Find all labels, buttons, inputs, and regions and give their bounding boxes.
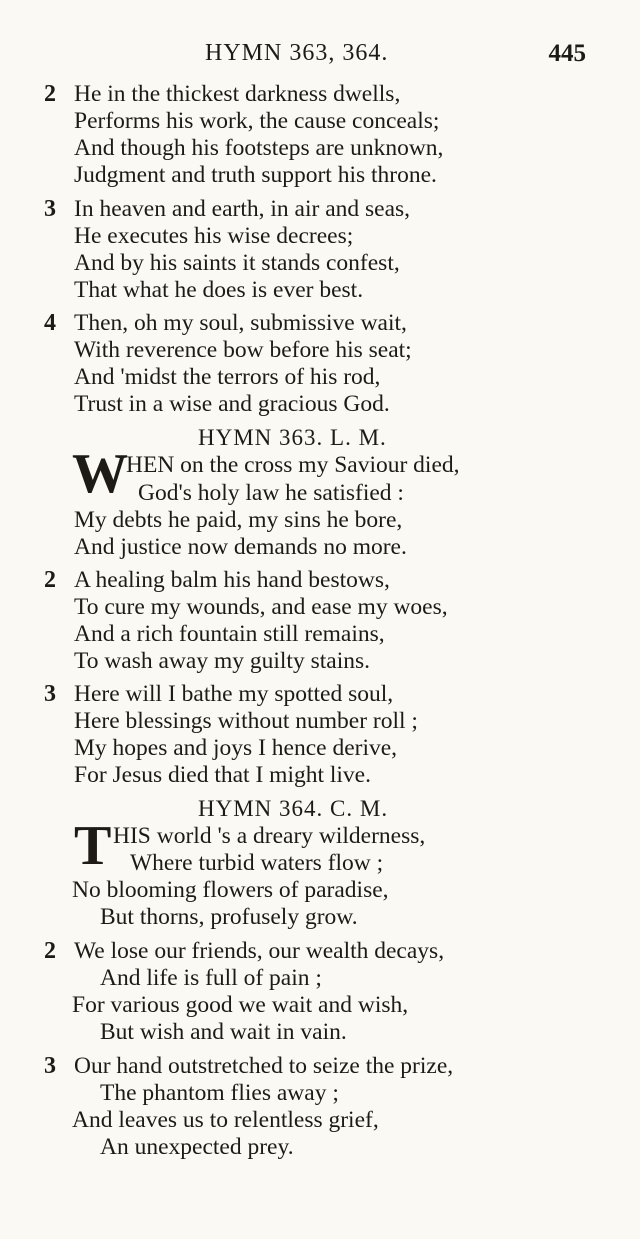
verse-line: Here blessings without number roll ; (74, 708, 418, 734)
verse-line: He in the thickest darkness dwells, (74, 81, 401, 107)
verse-line: He executes his wise decrees; (74, 223, 354, 249)
stanza-number: 2 (44, 938, 56, 964)
stanza-number: 3 (44, 1053, 56, 1079)
verse-line: Our hand outstretched to seize the prize, (74, 1053, 454, 1079)
stanza-number: 3 (44, 681, 56, 707)
verse-line: We lose our friends, our wealth decays, (74, 938, 445, 964)
verse-line: Trust in a wise and gracious God. (74, 391, 390, 417)
verse-line: Performs his work, the cause conceals; (74, 108, 440, 134)
verse-line: My debts he paid, my sins he bore, (74, 507, 403, 533)
verse-line: And leaves us to relentless grief, (72, 1107, 379, 1133)
verse-line: To cure my wounds, and ease my woes, (74, 594, 448, 620)
verse-line: That what he does is ever best. (74, 277, 364, 303)
verse-line: HEN on the cross my Saviour died, (126, 452, 460, 478)
verse-line: And a rich fountain still remains, (74, 621, 385, 647)
verse-line: Where turbid waters flow ; (130, 850, 384, 876)
verse-line: For Jesus died that I might live. (74, 762, 371, 788)
verse-line: And though his footsteps are unknown, (74, 135, 444, 161)
verse-line: For various good we wait and wish, (72, 992, 409, 1018)
stanza-number: 2 (44, 81, 56, 107)
verse-line: To wash away my guilty stains. (74, 648, 370, 674)
verse-line: And 'midst the terrors of his rod, (74, 364, 381, 390)
stanza-number: 3 (44, 196, 56, 222)
verse-line: HIS world 's a dreary wilderness, (113, 823, 426, 849)
verse-line: Then, oh my soul, submissive wait, (74, 310, 407, 336)
verse-line: God's holy law he satisfied : (138, 480, 404, 506)
page-number: 445 (548, 40, 586, 67)
stanza-number: 4 (44, 310, 56, 336)
verse-line: In heaven and earth, in air and seas, (74, 196, 411, 222)
verse-line: Here will I bathe my spotted soul, (74, 681, 394, 707)
running-title: HYMN 363, 364. (205, 40, 389, 66)
verse-line: But wish and wait in vain. (100, 1019, 347, 1045)
drop-cap: W (72, 443, 128, 505)
drop-cap: T (74, 815, 112, 877)
verse-line: And justice now demands no more. (74, 534, 407, 560)
verse-line: An unexpected prey. (100, 1134, 294, 1160)
stanza-number: 2 (44, 567, 56, 593)
verse-line: And by his saints it stands confest, (74, 250, 400, 276)
verse-line: A healing balm his hand bestows, (74, 567, 390, 593)
hymn-title: HYMN 364. C. M. (198, 796, 389, 821)
verse-line: The phantom flies away ; (100, 1080, 339, 1106)
verse-line: No blooming flowers of paradise, (72, 877, 389, 903)
page-header (0, 38, 640, 72)
verse-line: But thorns, profusely grow. (100, 904, 358, 930)
verse-line: My hopes and joys I hence derive, (74, 735, 398, 761)
verse-line: With reverence bow before his seat; (74, 337, 412, 363)
hymn-title: HYMN 363. L. M. (198, 425, 387, 450)
verse-line: And life is full of pain ; (100, 965, 322, 991)
verse-line: Judgment and truth support his throne. (74, 162, 437, 188)
